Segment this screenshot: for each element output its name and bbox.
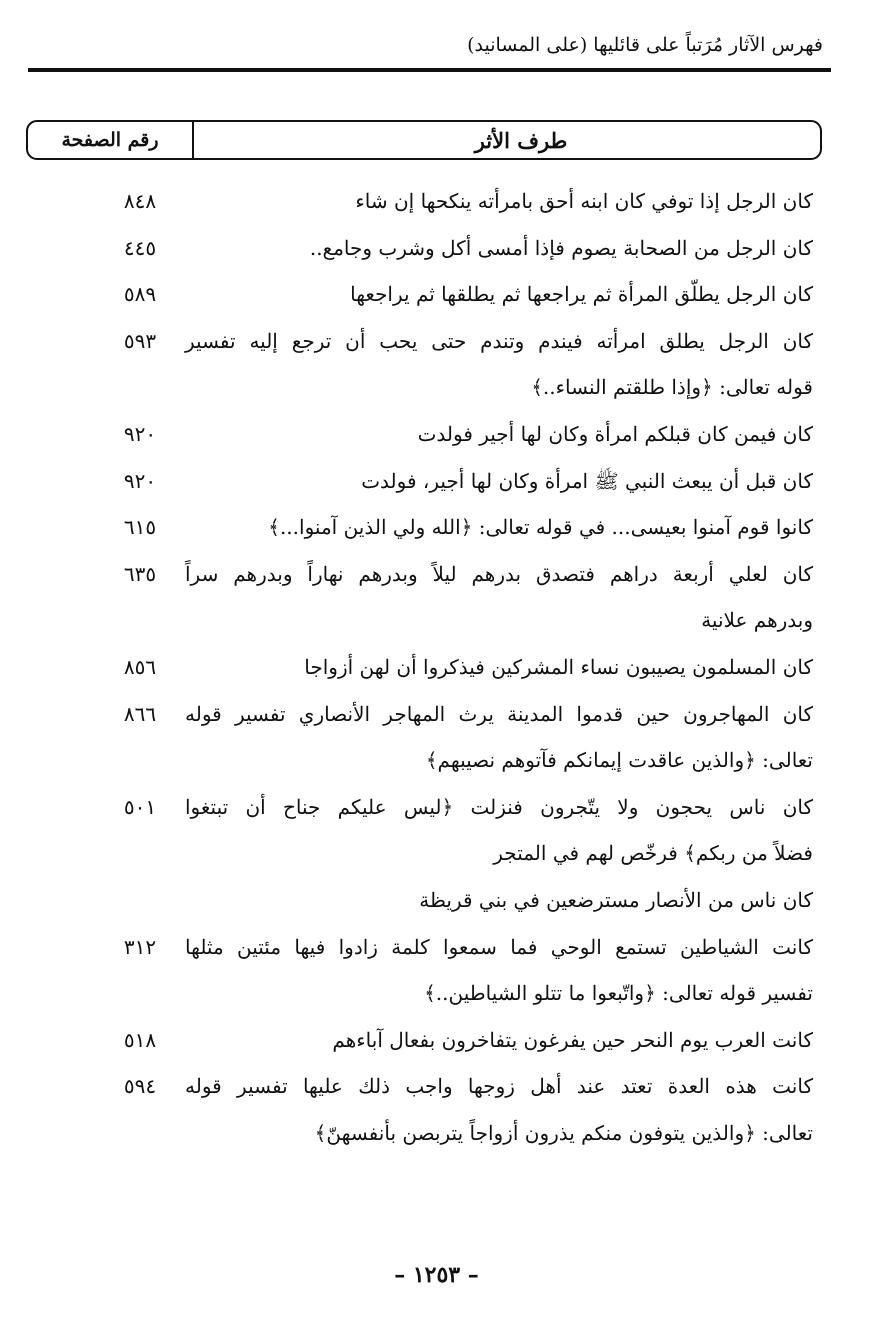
entry-page-number: ٥٠١ [123,794,157,819]
entry-page-number: ٦١٥ [123,515,157,540]
entry-text: كانت هذه العدة تعتد عند أهل زوجها واجب ذلك عليها تفسير قوله [185,1074,813,1099]
entry-page-number: ٥٨٩ [123,282,157,307]
entry-text: وبدرهم علانية [701,608,813,633]
entry-text: كان قبل أن يبعث النبي ﷺ امرأة وكان لها أجير، فولدت [361,468,813,493]
entry-text: كان الرجل يطلّق المرأة ثم يراجعها ثم يطلقها ثم يراجعها [350,282,813,307]
entry-text: كان الرجل من الصحابة يصوم فإذا أمسى أكل وشرب وجامع.. [309,235,813,260]
entry-text: كان فيمن كان قبلكم امرأة وكان لها أجير فولدت [417,421,813,446]
index-line [0,180,873,227]
entry-text: تفسير قوله تعالى: ﴿واتّبعوا ما تتلو الشياطين..﴾ [424,981,813,1006]
page-number: – ١٢٥٣ – [394,1262,479,1288]
entry-page-number: ٥١٨ [123,1027,157,1052]
index-line [0,879,873,926]
index-line [0,786,873,833]
index-line [0,506,873,553]
entry-text: كانت العرب يوم النحر حين يفرغون يتفاخرون بفعال آباءهم [332,1027,813,1052]
entry-page-number: ٩٢٠ [123,468,157,493]
entry-text: قوله تعالى: ﴿وإذا طلقتم النساء..﴾ [531,375,813,400]
entry-text: كان الرجل إذا توفي كان ابنه أحق بامرأته ينكحها إن شاء [355,189,813,213]
entry-text: كان الرجل يطلق امرأته فيندم وتندم حتى يحب أن ترجع إليه تفسير [185,328,813,353]
index-line [0,413,873,460]
entry-page-number: ٣١٢ [123,934,157,959]
entry-page-number: ٩٢٠ [123,421,157,446]
index-line [0,460,873,507]
index-line-continuation [0,832,873,879]
index-line-continuation [0,739,873,786]
index-line [0,553,873,600]
running-title: فهرس الآثار مُرَتباً على قائليها (على المسانيد) [467,34,823,56]
index-line [0,227,873,274]
index-line [0,1019,873,1066]
entry-text: كانت الشياطين تستمع الوحي فما سمعوا كلمة زادوا فيها مئتين مثلها [185,934,813,959]
entry-text: كان المهاجرون حين قدموا المدينة يرث المهاجر الأنصاري تفسير قوله [185,701,813,726]
entry-text: كان ناس من الأنصار مسترضعين في بني قريظة [419,887,813,912]
entry-text: كان ناس يحجون ولا يتّجرون فنزلت ﴿ليس عليكم جناح أن تبتغوا [185,794,813,819]
entry-text: كانوا قوم آمنوا بعيسى... في قوله تعالى: ﴿الله ولي الذين آمنوا...﴾ [268,515,813,540]
entry-page-number: ٨٦٦ [123,701,157,726]
entry-text: تعالى: ﴿والذين عاقدت إيمانكم فآتوهم نصيبهم﴾ [425,748,813,773]
index-line-continuation [0,366,873,413]
entry-page-number: ٨٥٦ [123,654,157,679]
header-rule [28,68,831,72]
column-header-page: رقم الصفحة [28,122,194,158]
index-line [0,693,873,740]
index-line-continuation [0,599,873,646]
entry-text: فضلاً من ربكم﴾ فرخّص لهم في المتجر [493,841,813,866]
entry-page-number: ٤٤٥ [123,235,157,260]
entry-page-number: ٥٩٤ [123,1074,157,1099]
entry-text: كان المسلمون يصيبون نساء المشركين فيذكروا أن لهن أزواجا [304,654,813,679]
column-header-title: طرف الأثر [474,127,568,153]
entry-text: تعالى: ﴿والذين يتوفون منكم يذرون أزواجاً يتربصن بأنفسهنّ﴾ [314,1120,813,1145]
index-line [0,1065,873,1112]
entry-page-number: ٦٣٥ [123,561,157,586]
index-line [0,926,873,973]
entry-page-number: ٨٤٨ [123,189,157,213]
index-line-continuation [0,972,873,1019]
index-line-continuation [0,1112,873,1159]
index-line [0,646,873,693]
index-line [0,320,873,367]
entry-text: كان لعلي أربعة دراهم فتصدق بدرهم ليلاً وبدرهم نهاراً وبدرهم سراً [185,561,813,586]
index-entries [0,180,873,1158]
entry-page-number: ٥٩٣ [123,328,157,353]
index-line [0,273,873,320]
table-header [26,120,822,160]
